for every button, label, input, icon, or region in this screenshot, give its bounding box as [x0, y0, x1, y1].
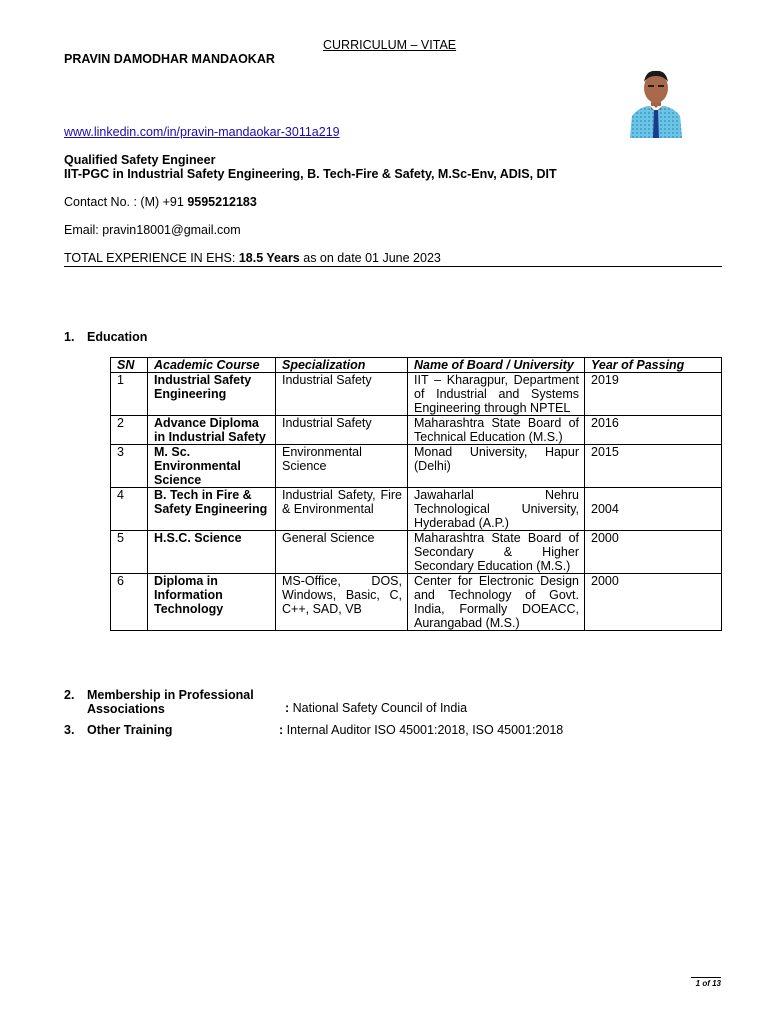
membership-value: National Safety Council of India [289, 701, 468, 715]
cell-course: M. Sc. Environmental Science [148, 445, 276, 488]
cell-sn: 1 [111, 373, 148, 416]
cell-specialization: MS-Office, DOS, Windows, Basic, C, C++, SAD, VB [276, 574, 408, 631]
section-title: Membership in Professional [87, 688, 254, 702]
cell-year: 2004 [585, 488, 722, 531]
experience-suffix: as on date 01 June 2023 [299, 251, 441, 265]
section-education-heading [64, 330, 147, 344]
cell-sn: 4 [111, 488, 148, 531]
header-specialization: Specialization [276, 358, 408, 373]
table-row [111, 416, 722, 445]
header-divider [64, 266, 722, 267]
cell-year: 2000 [585, 574, 722, 631]
cell-course: Diploma in Information Technology [148, 574, 276, 631]
profile-photo-image [628, 68, 684, 138]
cell-board: Jawaharlal Nehru Technological University, Hyderabad (A.P.) [408, 488, 585, 531]
profile-photo [628, 68, 684, 138]
contact-line [64, 195, 257, 209]
cell-year: 2000 [585, 531, 722, 574]
training-value-line [279, 723, 563, 737]
section-training-heading [64, 723, 172, 737]
section-membership-heading [64, 688, 254, 716]
cell-year: 2016 [585, 416, 722, 445]
cell-sn: 2 [111, 416, 148, 445]
cell-board: Maharashtra State Board of Secondary & Higher Secondary Education (M.S.) [408, 531, 585, 574]
cell-specialization: Industrial Safety [276, 373, 408, 416]
linkedin-link[interactable]: www.linkedin.com/in/pravin-mandaokar-3011a219 [64, 125, 340, 139]
header-year: Year of Passing [585, 358, 722, 373]
table-header-row [111, 358, 722, 373]
table-row [111, 488, 722, 531]
qualification-title: Qualified Safety Engineer [64, 153, 216, 167]
cell-sn: 5 [111, 531, 148, 574]
candidate-name: PRAVIN DAMODHAR MANDAOKAR [64, 52, 275, 66]
section-number: 1. [64, 330, 75, 344]
header-course: Academic Course [148, 358, 276, 373]
training-value: Internal Auditor ISO 45001:2018, ISO 45001:2018 [283, 723, 564, 737]
cell-year: 2015 [585, 445, 722, 488]
colon: : [279, 723, 284, 737]
cell-board: Maharashtra State Board of Technical Education (M.S.) [408, 416, 585, 445]
experience-label: TOTAL EXPERIENCE IN EHS: [64, 251, 239, 265]
cell-course: Advance Diploma in Industrial Safety [148, 416, 276, 445]
cell-year: 2019 [585, 373, 722, 416]
section-title-cont: Associations [87, 702, 165, 716]
cell-board: Center for Electronic Design and Technology of Govt. India, Formally DOEACC, Aurangabad (M.S.) [408, 574, 585, 631]
contact-number: 9595212183 [187, 195, 257, 209]
experience-value: 18.5 Years [238, 251, 300, 265]
section-title: Other Training [87, 723, 173, 737]
section-title: Education [87, 330, 148, 344]
cell-course: Industrial Safety Engineering [148, 373, 276, 416]
cv-title: CURRICULUM – VITAE [323, 38, 457, 52]
section-number: 2. [64, 688, 75, 702]
email-label: Email: [64, 223, 103, 237]
contact-label: Contact No. : (M) +91 [64, 195, 188, 209]
cell-sn: 3 [111, 445, 148, 488]
table-row [111, 574, 722, 631]
cell-specialization: Industrial Safety [276, 416, 408, 445]
membership-value-line [285, 701, 467, 715]
table-row [111, 373, 722, 416]
page-number: 1 of 13 [691, 977, 721, 988]
cell-specialization: General Science [276, 531, 408, 574]
colon: : [285, 701, 290, 715]
cell-specialization: Environmental Science [276, 445, 408, 488]
cell-board: Monad University, Hapur (Delhi) [408, 445, 585, 488]
experience-line [64, 251, 441, 265]
header-sn: SN [111, 358, 148, 373]
qualification-degrees: IIT-PGC in Industrial Safety Engineering, B. Tech-Fire & Safety, M.Sc-Env, ADIS, DIT [64, 167, 557, 181]
header-board: Name of Board / University [408, 358, 585, 373]
table-row [111, 445, 722, 488]
table-row [111, 531, 722, 574]
section-number: 3. [64, 723, 75, 737]
cell-specialization: Industrial Safety, Fire & Environmental [276, 488, 408, 531]
email-address: pravin18001@gmail.com [102, 223, 241, 237]
cell-course: B. Tech in Fire & Safety Engineering [148, 488, 276, 531]
cell-board: IIT – Kharagpur, Department of Industrial and Systems Engineering through NPTEL [408, 373, 585, 416]
cell-course: H.S.C. Science [148, 531, 276, 574]
email-line [64, 223, 241, 237]
cell-sn: 6 [111, 574, 148, 631]
education-table [110, 357, 722, 631]
